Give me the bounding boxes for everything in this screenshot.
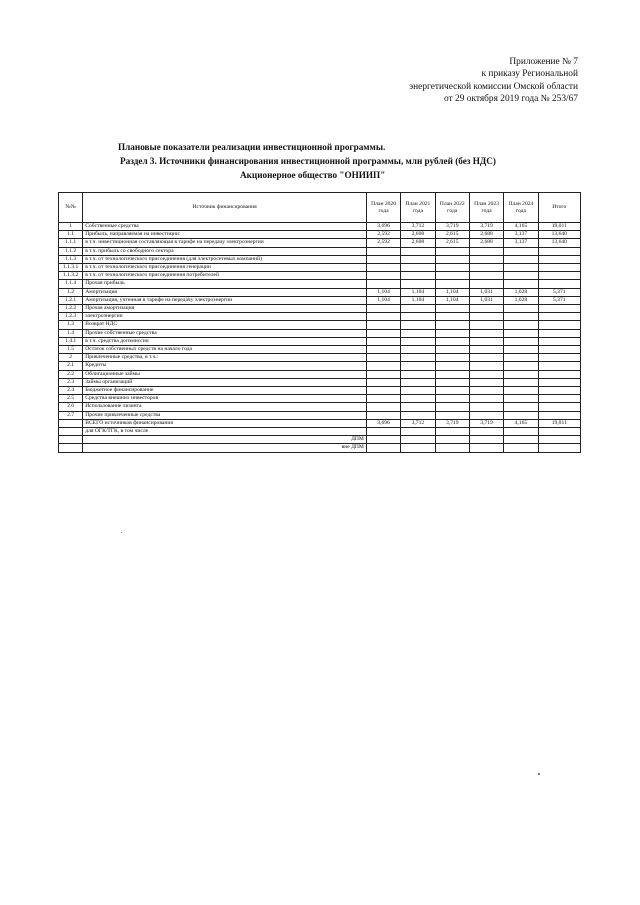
- row-plan-value: [435, 436, 469, 444]
- row-total-value: [538, 378, 580, 386]
- row-plan-value: [366, 387, 400, 395]
- row-number: 1.1: [59, 231, 83, 239]
- row-total-value: 19,011: [538, 223, 580, 231]
- row-plan-value: [401, 255, 435, 263]
- row-plan-value: [401, 403, 435, 411]
- row-source-name: Бюджетное финансирование: [83, 387, 367, 395]
- row-source-name: Привлеченные средства, в т.ч.:: [83, 354, 367, 362]
- row-plan-value: [366, 403, 400, 411]
- row-plan-value: [504, 247, 538, 255]
- row-plan-value: [469, 395, 503, 403]
- row-plan-value: [366, 264, 400, 272]
- row-source-name: в т.ч. инвестиционная составляющая в тарифе на передачу электроэнергии: [83, 239, 367, 247]
- row-plan-value: 3,719: [435, 419, 469, 427]
- row-plan-value: [504, 321, 538, 329]
- row-plan-value: [469, 362, 503, 370]
- row-plan-value: [366, 428, 400, 436]
- row-plan-value: [401, 387, 435, 395]
- row-number: 2.3: [59, 378, 83, 386]
- row-plan-value: [366, 378, 400, 386]
- row-plan-value: [504, 362, 538, 370]
- row-plan-value: 1,104: [366, 296, 400, 304]
- row-total-value: [538, 272, 580, 280]
- row-plan-value: [504, 403, 538, 411]
- table-row: [59, 264, 581, 272]
- table-row: [59, 411, 581, 419]
- header-plan-2022: План 2022 года: [435, 193, 469, 223]
- row-source-name: Возврат НДС: [83, 321, 367, 329]
- header-number: №№: [59, 193, 83, 223]
- row-plan-value: 3,696: [366, 223, 400, 231]
- row-plan-value: [504, 264, 538, 272]
- row-plan-value: [401, 378, 435, 386]
- row-total-value: [538, 362, 580, 370]
- row-source-name: для ОГК/ТГК, в том числе: [83, 428, 367, 436]
- row-source-name: Амортизация: [83, 288, 367, 296]
- row-plan-value: [435, 444, 469, 452]
- table-row: [59, 280, 581, 288]
- table-row: [59, 247, 581, 255]
- row-plan-value: [435, 354, 469, 362]
- row-plan-value: [401, 272, 435, 280]
- row-plan-value: [401, 370, 435, 378]
- row-plan-value: [504, 395, 538, 403]
- row-number: 2: [59, 354, 83, 362]
- row-total-value: [538, 428, 580, 436]
- row-source-name: Кредиты: [83, 362, 367, 370]
- row-plan-value: [401, 395, 435, 403]
- row-plan-value: [469, 387, 503, 395]
- table-row: [59, 395, 581, 403]
- row-plan-value: [435, 370, 469, 378]
- row-number: 2.2: [59, 370, 83, 378]
- table-row: [59, 313, 581, 321]
- row-plan-value: [366, 255, 400, 263]
- table-row: [59, 337, 581, 345]
- row-source-name: Прочая прибыль: [83, 280, 367, 288]
- row-plan-value: [366, 280, 400, 288]
- title-line-3: Акционерное общество "ОНИИП": [240, 170, 386, 180]
- table-row: [59, 403, 581, 411]
- row-plan-value: [401, 247, 435, 255]
- row-number: [59, 436, 83, 444]
- table-row: [59, 231, 581, 239]
- header-plan-2023: План 2023 года: [469, 193, 503, 223]
- row-plan-value: [435, 362, 469, 370]
- row-plan-value: 1,031: [469, 288, 503, 296]
- table-row: [59, 321, 581, 329]
- row-plan-value: [504, 444, 538, 452]
- row-plan-value: 1,104: [435, 288, 469, 296]
- row-plan-value: [401, 337, 435, 345]
- row-source-name: Остаток собственных средств на начало года: [83, 346, 367, 354]
- row-plan-value: [401, 411, 435, 419]
- row-plan-value: 1,031: [469, 296, 503, 304]
- row-source-name: Собственные средства: [83, 223, 367, 231]
- row-plan-value: 2,592: [366, 231, 400, 239]
- table-row: [59, 387, 581, 395]
- row-plan-value: [401, 362, 435, 370]
- row-plan-value: [469, 313, 503, 321]
- row-total-value: 13,640: [538, 231, 580, 239]
- row-plan-value: [401, 305, 435, 313]
- row-number: 1.4.1: [59, 337, 83, 345]
- row-plan-value: 1,104: [401, 296, 435, 304]
- row-total-value: [538, 280, 580, 288]
- row-plan-value: 2,688: [469, 239, 503, 247]
- row-plan-value: [366, 272, 400, 280]
- title-line-2: Раздел 3. Источники финансирования инвестиционной программы, млн рублей (без НДС): [120, 156, 496, 166]
- row-plan-value: [469, 247, 503, 255]
- row-plan-value: [435, 321, 469, 329]
- table-row: [59, 329, 581, 337]
- row-plan-value: [401, 313, 435, 321]
- row-number: 1.3: [59, 321, 83, 329]
- row-plan-value: [401, 444, 435, 452]
- row-plan-value: [469, 436, 503, 444]
- row-total-value: [538, 370, 580, 378]
- row-plan-value: [469, 337, 503, 345]
- table-row: [59, 296, 581, 304]
- row-source-name: в т.ч. от технологического присоединения генерации: [83, 264, 367, 272]
- row-plan-value: [366, 337, 400, 345]
- table-row: [59, 370, 581, 378]
- row-plan-value: 1,028: [504, 288, 538, 296]
- row-plan-value: [469, 305, 503, 313]
- row-plan-value: [504, 436, 538, 444]
- row-plan-value: [366, 411, 400, 419]
- row-plan-value: [366, 362, 400, 370]
- row-plan-value: [366, 370, 400, 378]
- row-plan-value: 3,696: [366, 419, 400, 427]
- row-source-name: в т.ч. средства допэмиссии: [83, 337, 367, 345]
- row-plan-value: 1,104: [366, 288, 400, 296]
- row-plan-value: [435, 387, 469, 395]
- row-source-name: Прибыль, направляемая на инвестиции:: [83, 231, 367, 239]
- row-total-value: 5,371: [538, 288, 580, 296]
- row-source-name: ВСЕГО источников финансирования: [83, 419, 367, 427]
- row-plan-value: [435, 247, 469, 255]
- row-plan-value: [504, 329, 538, 337]
- row-plan-value: 3,719: [435, 223, 469, 231]
- row-plan-value: [504, 255, 538, 263]
- row-total-value: 5,371: [538, 296, 580, 304]
- row-plan-value: [469, 370, 503, 378]
- row-plan-value: [504, 305, 538, 313]
- row-plan-value: [469, 272, 503, 280]
- row-plan-value: 4,165: [504, 223, 538, 231]
- row-source-name: Прочие собственные средства: [83, 329, 367, 337]
- row-source-name: Средства внешних инвесторов: [83, 395, 367, 403]
- row-plan-value: [504, 411, 538, 419]
- row-plan-value: [366, 395, 400, 403]
- row-total-value: [538, 436, 580, 444]
- row-plan-value: [504, 354, 538, 362]
- row-plan-value: [504, 272, 538, 280]
- row-number: 2.6: [59, 403, 83, 411]
- row-plan-value: [435, 264, 469, 272]
- row-total-value: [538, 346, 580, 354]
- appendix-block: [409, 56, 578, 106]
- table-row: [59, 346, 581, 354]
- row-total-value: [538, 411, 580, 419]
- row-plan-value: [435, 313, 469, 321]
- row-number: 1.1.3: [59, 255, 83, 263]
- table-row: [59, 239, 581, 247]
- row-plan-value: [469, 255, 503, 263]
- row-plan-value: [469, 280, 503, 288]
- row-source-name: в т.ч. от технологического присоединения потребителей: [83, 272, 367, 280]
- row-number: 1.4: [59, 329, 83, 337]
- row-number: 2.1: [59, 362, 83, 370]
- row-plan-value: [504, 428, 538, 436]
- row-plan-value: 2,615: [435, 231, 469, 239]
- row-plan-value: [366, 329, 400, 337]
- row-plan-value: 3,137: [504, 239, 538, 247]
- row-plan-value: [469, 411, 503, 419]
- row-plan-value: [401, 329, 435, 337]
- row-plan-value: [504, 280, 538, 288]
- row-total-value: [538, 305, 580, 313]
- appendix-line-2: к приказу Региональной: [481, 69, 578, 80]
- row-total-value: [538, 255, 580, 263]
- row-source-name: Прочая амортизация: [83, 305, 367, 313]
- row-plan-value: [504, 387, 538, 395]
- table-row: [59, 362, 581, 370]
- row-total-value: [538, 403, 580, 411]
- row-plan-value: [366, 436, 400, 444]
- row-total-value: [538, 337, 580, 345]
- row-plan-value: 3,719: [469, 223, 503, 231]
- row-plan-value: [366, 321, 400, 329]
- row-plan-value: [401, 428, 435, 436]
- row-plan-value: 1,028: [504, 296, 538, 304]
- row-plan-value: 2,592: [366, 239, 400, 247]
- row-number: 1.2.3: [59, 313, 83, 321]
- row-plan-value: [366, 444, 400, 452]
- row-plan-value: [469, 428, 503, 436]
- appendix-line-4: от 29 октября 2019 года № 253/67: [444, 94, 578, 105]
- scan-speck: [121, 532, 122, 533]
- row-plan-value: 3,712: [401, 223, 435, 231]
- table-row: [59, 272, 581, 280]
- row-plan-value: [401, 280, 435, 288]
- header-plan-2020: План 2020 года: [366, 193, 400, 223]
- row-number: 1.1.2: [59, 247, 83, 255]
- row-plan-value: [401, 321, 435, 329]
- row-plan-value: [366, 354, 400, 362]
- row-plan-value: 4,165: [504, 419, 538, 427]
- table-row: [59, 305, 581, 313]
- row-plan-value: [504, 370, 538, 378]
- row-plan-value: [469, 264, 503, 272]
- financing-sources-table: [58, 192, 581, 453]
- row-plan-value: 2,608: [401, 239, 435, 247]
- row-plan-value: [401, 346, 435, 354]
- row-plan-value: [435, 272, 469, 280]
- header-plan-2021: План 2021 года: [401, 193, 435, 223]
- row-source-name: в т.ч. от технологического присоединения (для электросетевых компаний): [83, 255, 367, 263]
- row-plan-value: [366, 346, 400, 354]
- row-source-name: ДПМ: [83, 436, 367, 444]
- appendix-line-3: энергетической комиссии Омской области: [409, 81, 578, 92]
- header-source: Источник финансирования: [83, 193, 367, 223]
- row-total-value: [538, 329, 580, 337]
- row-plan-value: [469, 329, 503, 337]
- row-total-value: [538, 354, 580, 362]
- row-total-value: [538, 395, 580, 403]
- row-number: 2.7: [59, 411, 83, 419]
- row-number: 2.5: [59, 395, 83, 403]
- row-plan-value: [435, 411, 469, 419]
- row-total-value: [538, 247, 580, 255]
- row-plan-value: [504, 346, 538, 354]
- row-total-value: [538, 387, 580, 395]
- table-row: [59, 223, 581, 231]
- table-row: [59, 255, 581, 263]
- row-number: 1: [59, 223, 83, 231]
- row-number: 1.1.4: [59, 280, 83, 288]
- row-plan-value: [435, 428, 469, 436]
- row-plan-value: 3,719: [469, 419, 503, 427]
- row-plan-value: [366, 313, 400, 321]
- row-number: 1.1.3.2: [59, 272, 83, 280]
- row-plan-value: [366, 247, 400, 255]
- row-plan-value: [469, 354, 503, 362]
- row-plan-value: [504, 337, 538, 345]
- table-row: [59, 378, 581, 386]
- table-row: [59, 419, 581, 427]
- table-row: [59, 444, 581, 452]
- row-plan-value: [504, 378, 538, 386]
- table-row: [59, 428, 581, 436]
- header-total: Итого: [538, 193, 580, 223]
- row-plan-value: [435, 329, 469, 337]
- row-plan-value: [401, 264, 435, 272]
- row-source-name: электроэнергии: [83, 313, 367, 321]
- row-number: [59, 428, 83, 436]
- header-plan-2024: План 2024 года: [504, 193, 538, 223]
- row-source-name: Облигационные займы: [83, 370, 367, 378]
- row-plan-value: [435, 403, 469, 411]
- row-plan-value: [435, 305, 469, 313]
- row-total-value: 13,640: [538, 239, 580, 247]
- row-plan-value: 3,137: [504, 231, 538, 239]
- row-number: 1.2.1: [59, 296, 83, 304]
- row-plan-value: 2,615: [435, 239, 469, 247]
- row-number: [59, 419, 83, 427]
- row-total-value: [538, 264, 580, 272]
- row-total-value: [538, 313, 580, 321]
- row-number: 1.5: [59, 346, 83, 354]
- row-source-name: в т.ч. прибыль со свободного сектора: [83, 247, 367, 255]
- table-row: [59, 436, 581, 444]
- row-plan-value: 2,688: [469, 231, 503, 239]
- row-plan-value: [435, 378, 469, 386]
- row-plan-value: [504, 313, 538, 321]
- row-number: 1.2.2: [59, 305, 83, 313]
- row-source-name: Прочие привлеченные средства: [83, 411, 367, 419]
- row-number: 1.2: [59, 288, 83, 296]
- row-total-value: [538, 444, 580, 452]
- table-row: [59, 354, 581, 362]
- row-plan-value: 1,104: [401, 288, 435, 296]
- row-plan-value: [366, 305, 400, 313]
- row-plan-value: [401, 436, 435, 444]
- table-body: [59, 223, 581, 453]
- row-source-name: Займы организаций: [83, 378, 367, 386]
- scan-speck: [538, 773, 540, 775]
- title-line-1: Плановые показатели реализации инвестиционной программы.: [118, 142, 386, 152]
- table-row: [59, 288, 581, 296]
- row-plan-value: 3,712: [401, 419, 435, 427]
- row-plan-value: [469, 346, 503, 354]
- row-plan-value: [435, 280, 469, 288]
- row-source-name: Использование лизинга: [83, 403, 367, 411]
- row-number: 1.1.3.1: [59, 264, 83, 272]
- row-plan-value: 2,608: [401, 231, 435, 239]
- row-plan-value: [469, 444, 503, 452]
- row-plan-value: [435, 346, 469, 354]
- row-plan-value: 1,104: [435, 296, 469, 304]
- row-source-name: вне ДПМ: [83, 444, 367, 452]
- row-total-value: 19,011: [538, 419, 580, 427]
- row-plan-value: [435, 395, 469, 403]
- table-header-row: [59, 193, 581, 223]
- row-plan-value: [435, 337, 469, 345]
- row-plan-value: [469, 321, 503, 329]
- row-plan-value: [435, 255, 469, 263]
- row-plan-value: [469, 403, 503, 411]
- row-number: [59, 444, 83, 452]
- row-number: 2.4: [59, 387, 83, 395]
- row-source-name: Амортизация, учтенная в тарифе на передачу электроэнергии: [83, 296, 367, 304]
- row-number: 1.1.1: [59, 239, 83, 247]
- row-plan-value: [401, 354, 435, 362]
- row-plan-value: [469, 378, 503, 386]
- row-total-value: [538, 321, 580, 329]
- appendix-line-1: Приложение № 7: [509, 57, 578, 67]
